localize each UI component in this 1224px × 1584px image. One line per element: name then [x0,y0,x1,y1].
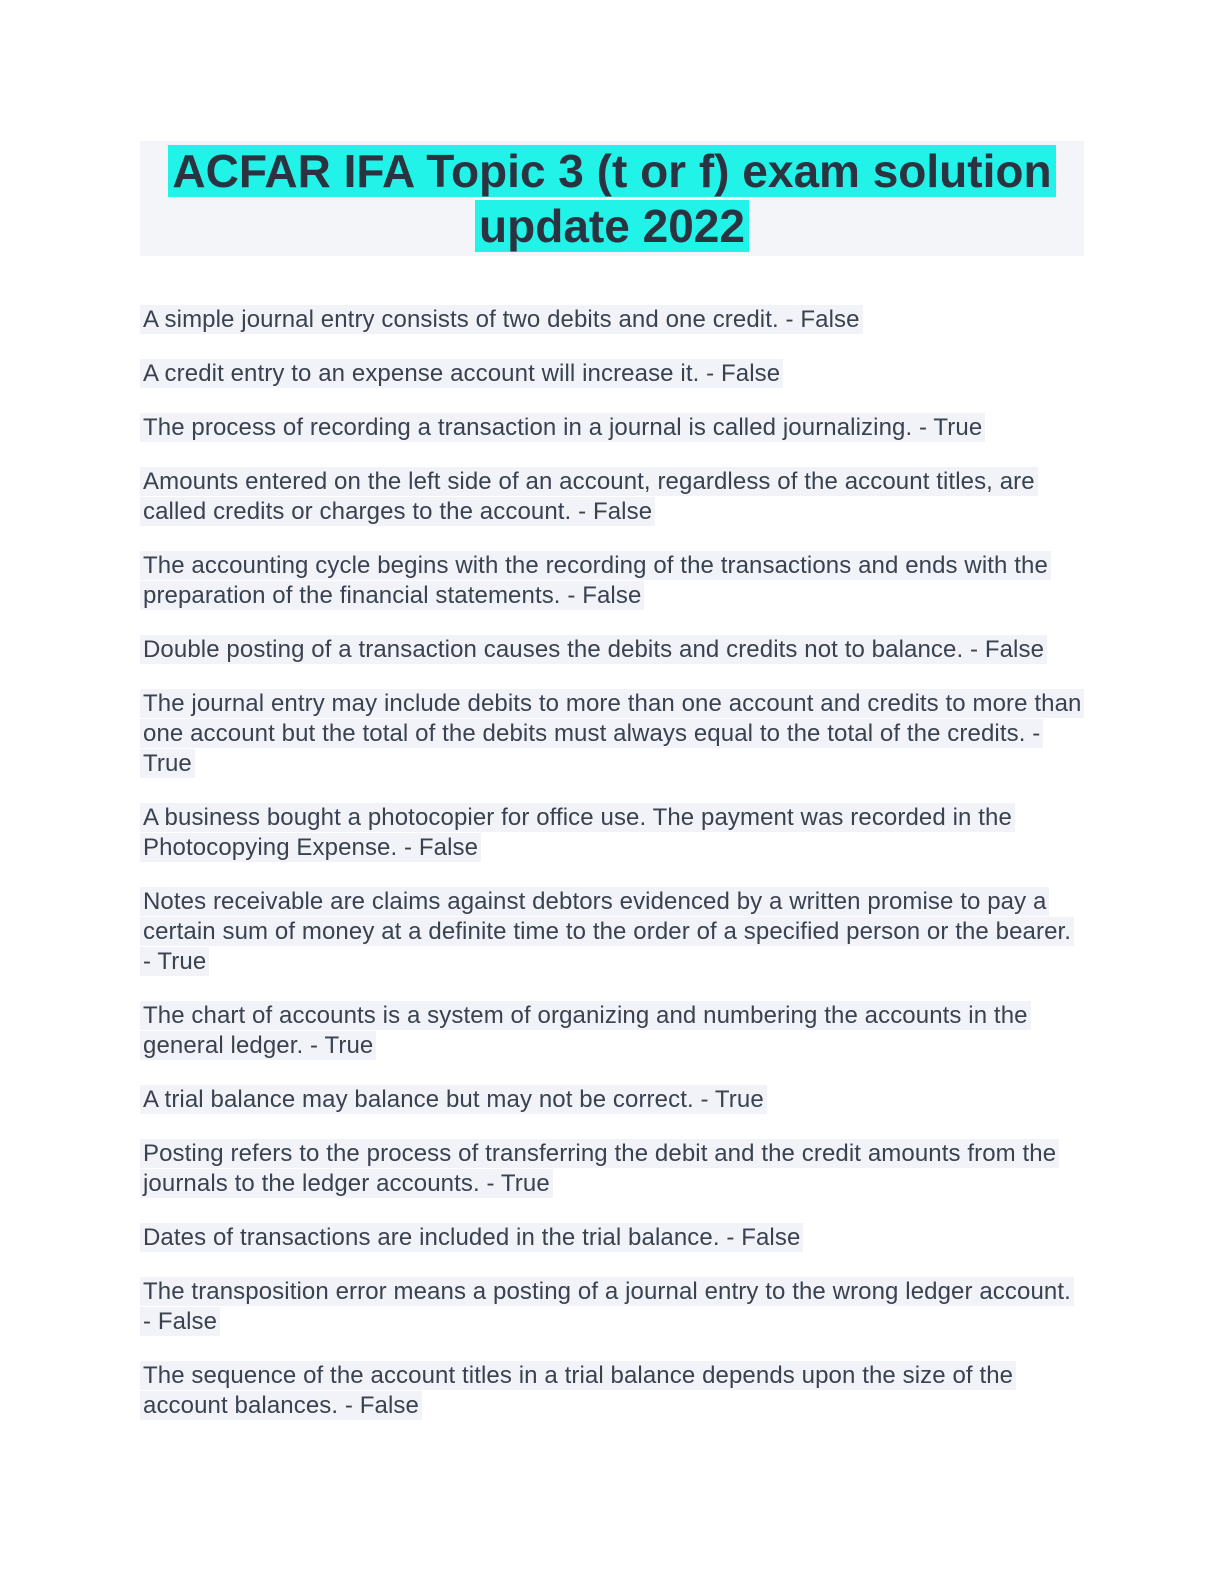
question-item [140,689,1084,779]
question-item [140,1139,1084,1199]
question-text: The chart of accounts is a system of organizing and numbering the accounts in the general ledger. - True [140,1001,1031,1060]
question-text: Double posting of a transaction causes the debits and credits not to balance. - False [140,635,1047,664]
question-item [140,305,1084,335]
question-text: The journal entry may include debits to more than one account and credits to more than one account but the total of the debits must always equal to the total of the credits. - True [140,689,1084,778]
question-item [140,413,1084,443]
question-text: A trial balance may balance but may not be correct. - True [140,1085,767,1114]
page-title [155,144,1069,254]
question-item [140,803,1084,863]
page-title-line-2 [155,199,1069,254]
questions-list [140,305,1084,1421]
question-item [140,1085,1084,1115]
question-item [140,1223,1084,1253]
document-title-block [140,141,1084,256]
page-title-highlight: update 2022 [475,200,749,252]
question-text: The transposition error means a posting of a journal entry to the wrong ledger account. - False [140,1277,1074,1336]
page-title-line-1 [155,144,1069,199]
question-text: A credit entry to an expense account will increase it. - False [140,359,783,388]
page-title-highlight: ACFAR IFA Topic 3 (t or f) exam solution [168,145,1055,197]
question-text: A business bought a photocopier for office use. The payment was recorded in the Photocopying Expense. - False [140,803,1015,862]
question-text: The accounting cycle begins with the recording of the transactions and ends with the preparation of the financial statements. - False [140,551,1051,610]
question-text: The sequence of the account titles in a trial balance depends upon the size of the account balances. - False [140,1361,1016,1420]
question-text: A simple journal entry consists of two debits and one credit. - False [140,305,863,334]
question-item [140,1001,1084,1061]
question-text: Amounts entered on the left side of an account, regardless of the account titles, are called credits or charges to the account. - False [140,467,1038,526]
question-item [140,1361,1084,1421]
question-item [140,887,1084,977]
question-item [140,1277,1084,1337]
question-text: The process of recording a transaction in a journal is called journalizing. - True [140,413,985,442]
question-item [140,467,1084,527]
question-text: Posting refers to the process of transferring the debit and the credit amounts from the journals to the ledger accounts. - True [140,1139,1059,1198]
question-text: Notes receivable are claims against debtors evidenced by a written promise to pay a certain sum of money at a definite time to the order of a specified person or the bearer. - True [140,887,1074,976]
question-text: Dates of transactions are included in the trial balance. - False [140,1223,803,1252]
question-item [140,551,1084,611]
question-item [140,635,1084,665]
question-item [140,359,1084,389]
